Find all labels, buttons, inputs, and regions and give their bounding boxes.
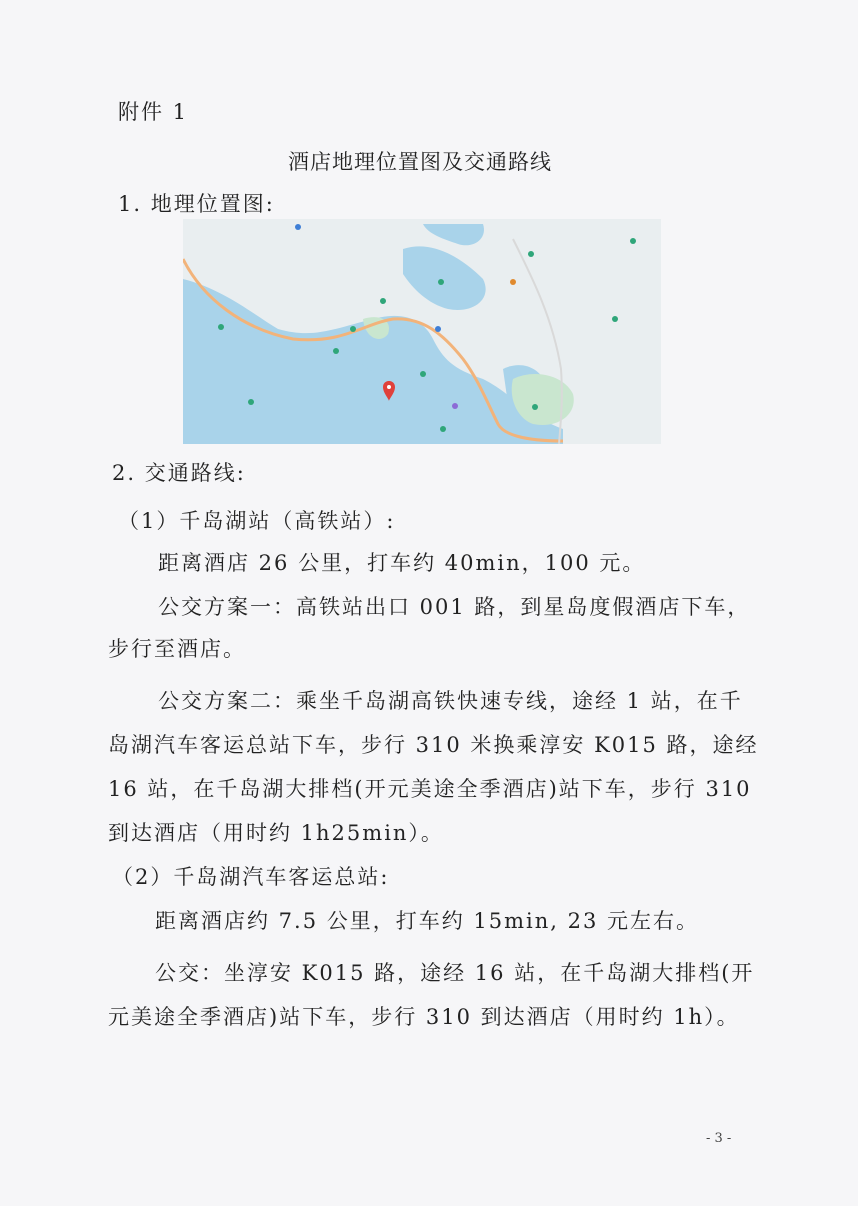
location-map bbox=[183, 219, 661, 444]
map-image bbox=[183, 219, 661, 444]
route1-bus2-line3: 16 站，在千岛湖大排档(开元美途全季酒店)站下车，步行 310 bbox=[108, 777, 752, 801]
route1-bus2-line2: 岛湖汽车客运总站下车，步行 310 米换乘淳安 K015 路，途经 bbox=[108, 733, 759, 757]
route1-bus1-line1: 公交方案一：高铁站出口 001 路，到星岛度假酒店下车， bbox=[158, 595, 751, 619]
route1-bus1-line2: 步行至酒店。 bbox=[108, 637, 246, 661]
attachment-label: 附件 1 bbox=[118, 100, 189, 124]
section-heading-location: 1. 地理位置图: bbox=[118, 192, 275, 216]
route1-bus2-line4: 到达酒店（用时约 1h25min）。 bbox=[108, 821, 444, 845]
route2-distance: 距离酒店约 7.5 公里，打车约 15min, 23 元左右。 bbox=[155, 909, 700, 933]
route2-heading: （2）千岛湖汽车客运总站: bbox=[112, 865, 390, 889]
route1-bus2-line1: 公交方案二：乘坐千岛湖高铁快速专线，途经 1 站，在千 bbox=[158, 689, 743, 713]
section-heading-traffic: 2. 交通路线: bbox=[112, 461, 246, 485]
page-title: 酒店地理位置图及交通路线 bbox=[288, 150, 552, 174]
route2-bus-line1: 公交：坐淳安 K015 路，途经 16 站，在千岛湖大排档(开 bbox=[155, 961, 755, 985]
route1-distance: 距离酒店 26 公里，打车约 40min，100 元。 bbox=[158, 551, 646, 575]
route2-bus-line2: 元美途全季酒店)站下车，步行 310 到达酒店（用时约 1h）。 bbox=[108, 1005, 740, 1029]
route1-heading: （1）千岛湖站（高铁站）: bbox=[118, 509, 396, 533]
page-number: - 3 - bbox=[706, 1131, 732, 1146]
